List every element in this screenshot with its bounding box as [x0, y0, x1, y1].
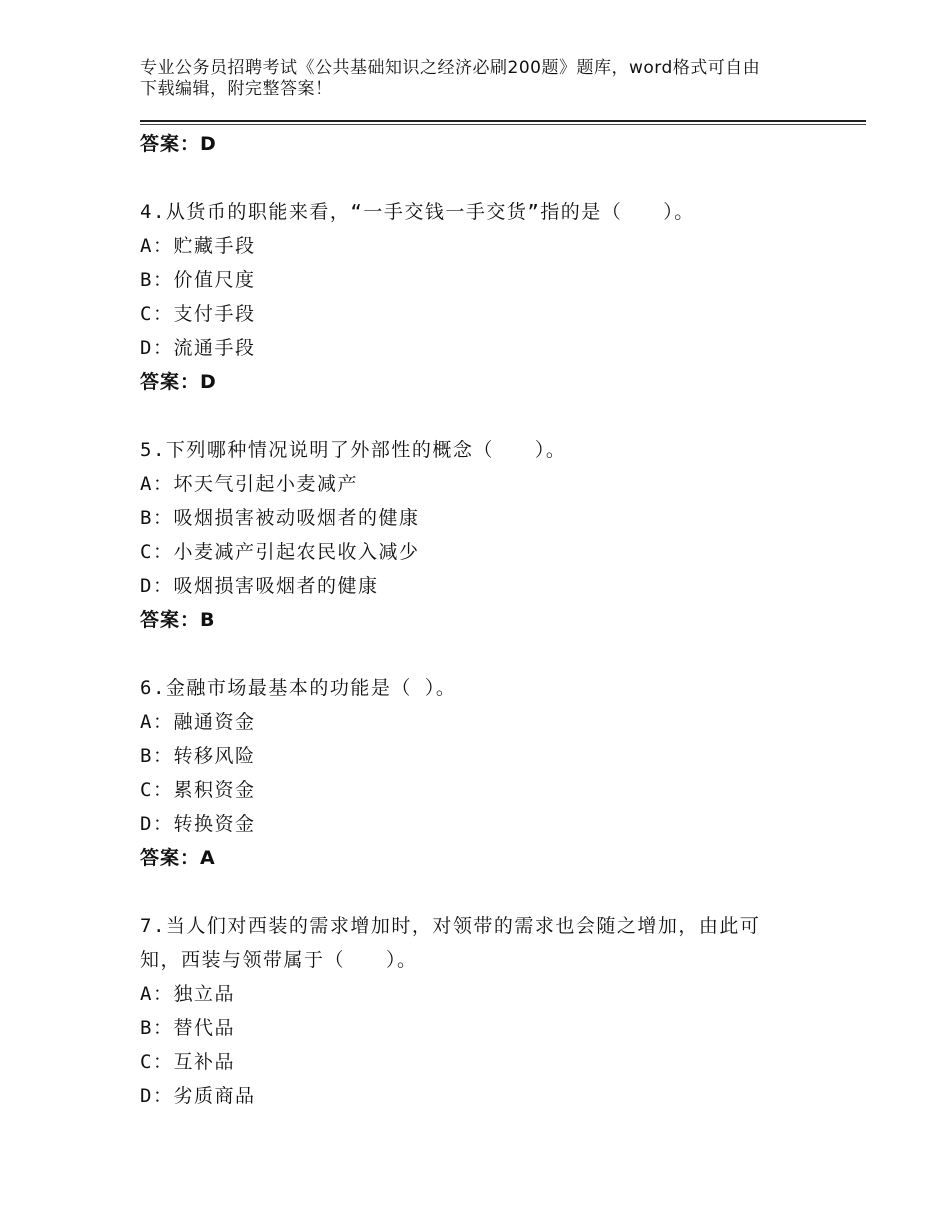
- question-4: [140, 195, 840, 399]
- answer: 答案：B: [140, 609, 216, 631]
- option-c: C：互补品: [140, 1051, 235, 1073]
- document-body: [140, 127, 840, 1113]
- option-d: D：劣质商品: [140, 1085, 256, 1107]
- option-a: A：坏天气引起小麦减产: [140, 473, 358, 495]
- question-6: [140, 671, 840, 875]
- answer: 答案：A: [140, 847, 216, 869]
- option-b: B：替代品: [140, 1017, 235, 1039]
- header-line-2: 下载编辑，附完整答案！: [140, 79, 333, 99]
- question-text: 5.下列哪种情况说明了外部性的概念（ ）。: [140, 439, 567, 461]
- option-a: A：贮藏手段: [140, 235, 256, 257]
- header-divider: [140, 120, 866, 122]
- option-b: B：转移风险: [140, 745, 256, 767]
- question-text: 6.金融市场最基本的功能是（ ）。: [140, 677, 457, 699]
- option-b: B：价值尺度: [140, 269, 256, 291]
- header-divider-thin: [140, 124, 866, 125]
- option-c: C：支付手段: [140, 303, 256, 325]
- question-text-line-1: 7.当人们对西装的需求增加时，对领带的需求也会随之增加，由此可: [140, 915, 761, 937]
- answer: 答案：D: [140, 371, 217, 393]
- option-c: C：小麦减产引起农民收入减少: [140, 541, 420, 563]
- question-7: [140, 909, 840, 1113]
- page-header: [140, 58, 840, 100]
- question-text-line-2: 知，西装与领带属于（ ）。: [140, 949, 418, 971]
- option-b: B：吸烟损害被动吸烟者的健康: [140, 507, 420, 529]
- answer-previous: 答案：D: [140, 133, 217, 155]
- option-d: D：转换资金: [140, 813, 256, 835]
- question-5: [140, 433, 840, 637]
- option-c: C：累积资金: [140, 779, 256, 801]
- question-text: 4.从货币的职能来看，“一手交钱一手交货”指的是（ ）。: [140, 201, 695, 223]
- header-line-1: 专业公务员招聘考试《公共基础知识之经济必刷200题》题库，word格式可自由: [140, 58, 761, 78]
- option-a: A：独立品: [140, 983, 235, 1005]
- option-d: D：吸烟损害吸烟者的健康: [140, 575, 379, 597]
- option-d: D：流通手段: [140, 337, 256, 359]
- option-a: A：融通资金: [140, 711, 256, 733]
